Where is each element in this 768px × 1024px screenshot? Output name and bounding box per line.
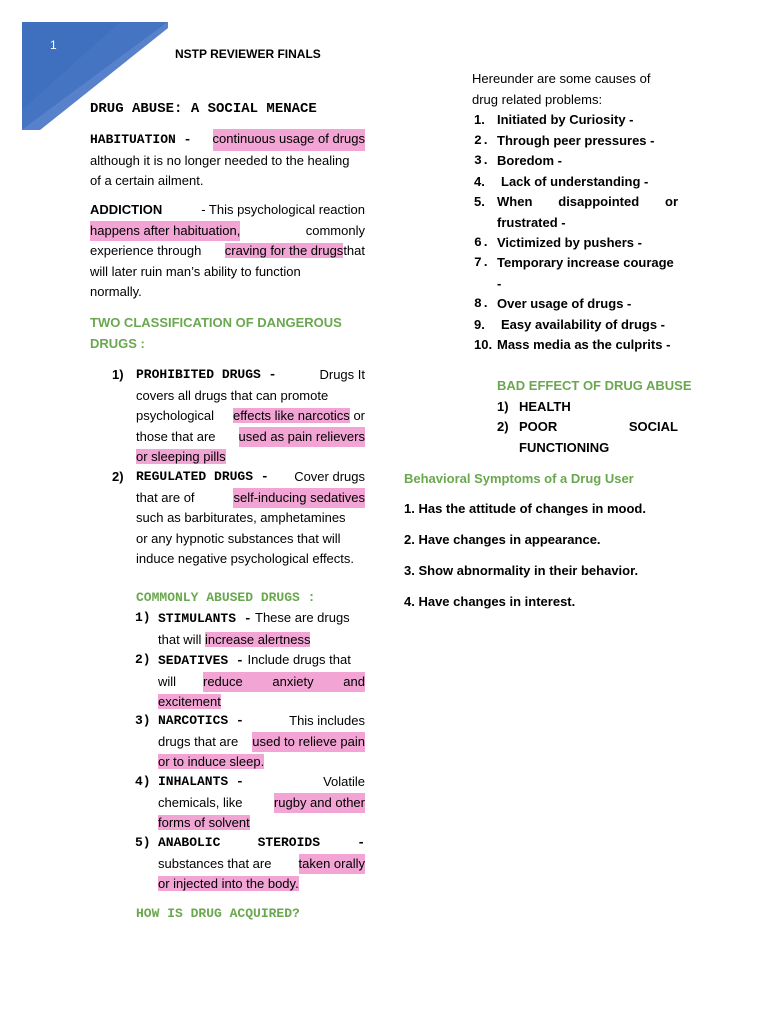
habituation-highlight: continuous usage of drugs [213,129,366,151]
addiction-line-2: commonly [305,222,365,238]
cause-item: Easy availability of drugs - [501,317,665,332]
cause-number: 9. [474,317,485,332]
symptom-2: 2. Have changes in appearance. [404,532,601,547]
addiction-highlight-1: happens after habituation, [90,221,240,242]
sedatives-item: SEDATIVES - Include drugs that will reduce anxiety and excitement [158,652,365,709]
prohibited-drugs-item: PROHIBITED DRUGS - Drugs It covers all drugs that can promote psychological effects like narcotics or those that are used as pain relievers or sleeping pills [136,367,365,464]
cause-item: Lack of understanding - [501,174,649,189]
page-header: NSTP REVIEWER FINALS [175,47,321,61]
symptom-4: 4. Have changes in interest. [404,594,576,609]
steroids-number: 5) [135,835,151,850]
cause-item: Initiated by Curiosity - [497,112,634,127]
cause-number: 4. [474,174,485,189]
regulated-term: REGULATED DRUGS - [136,469,269,484]
causes-intro: Hereunder are some causes of drug related problems: [472,71,651,107]
narcotics-number: 3) [135,713,151,728]
page-number: 1 [50,38,57,52]
sedatives-number: 2) [135,652,151,667]
addiction-term: ADDICTION [90,202,163,217]
steroids-item: ANABOLIC STEROIDS - substances that are taken orally or injected into the body. [158,835,365,891]
cause-number: 2. [474,133,490,148]
addiction-highlight-2: craving for the drugs [224,243,344,258]
page-title: DRUG ABUSE: A SOCIAL MENACE [90,101,317,117]
addiction-line-5: normally. [90,284,142,299]
cause-number: 6. [474,235,490,250]
habituation-paragraph [90,129,365,192]
bad-effect-heading: BAD EFFECT OF DRUG ABUSE [497,378,692,393]
how-acquired-heading: HOW IS DRUG ACQUIRED? [136,906,300,921]
cause-item: Temporary increase courage - [497,255,674,291]
prohibited-number: 1) [112,367,124,382]
two-classification-heading: TWO CLASSIFICATION OF DANGEROUS DRUGS : [90,315,342,351]
behavioral-heading: Behavioral Symptoms of a Drug User [404,471,634,486]
cause-item: Boredom - [497,153,562,168]
inhalants-number: 4) [135,774,151,789]
addiction-line-4: will later ruin man’s ability to function [90,263,301,279]
commonly-abused-heading: COMMONLY ABUSED DRUGS : [136,590,316,605]
prohibited-term: PROHIBITED DRUGS - [136,367,277,382]
addiction-line-1: - This psychological reaction [201,202,365,217]
cause-item: Mass media as the culprits - [497,337,671,352]
inhalants-item: INHALANTS - Volatile chemicals, like rugby and other forms of solvent [158,774,365,830]
cause-number: 7. [474,255,490,270]
symptom-3: 3. Show abnormality in their behavior. [404,563,639,578]
narcotics-item: NARCOTICS - This includes drugs that are used to relieve pain or to induce sleep. [158,713,365,769]
stimulants-number: 1) [135,610,151,625]
addiction-line-3a: experience through [90,243,202,258]
cause-item: Victimized by pushers - [497,235,642,250]
addiction-paragraph [90,200,365,303]
bad-effect-number-1: 1) [497,399,509,414]
cause-number: 5. [474,194,485,209]
bad-effect-number-2: 2) [497,419,509,434]
cause-number: 1. [474,112,485,127]
bad-effect-health: HEALTH [519,399,571,414]
addiction-line-3b: that [343,243,365,258]
cause-number: 10. [474,337,493,352]
cause-number: 8. [474,296,490,311]
cause-item: Through peer pressures - [497,133,655,148]
regulated-number: 2) [112,469,124,484]
cause-item: Over usage of drugs - [497,296,632,311]
habituation-term: HABITUATION - [90,132,192,147]
bad-effect-poor-social: POOR SOCIAL FUNCTIONING [519,419,678,455]
stimulants-item: STIMULANTS - These are drugs that will increase alertness [158,610,350,647]
habituation-text-end: of a certain ailment. [90,173,204,188]
cause-item: When disappointed or frustrated - [497,194,678,230]
cause-number: 3. [474,153,490,168]
regulated-drugs-item: REGULATED DRUGS - Cover drugs that are of self-inducing sedatives such as barbiturates, amphetamines or any hypnotic substances that will induce negative psychological effects. [136,469,365,566]
habituation-text: although it is no longer needed to the healing [90,152,350,168]
symptom-1: 1. Has the attitude of changes in mood. [404,501,646,516]
